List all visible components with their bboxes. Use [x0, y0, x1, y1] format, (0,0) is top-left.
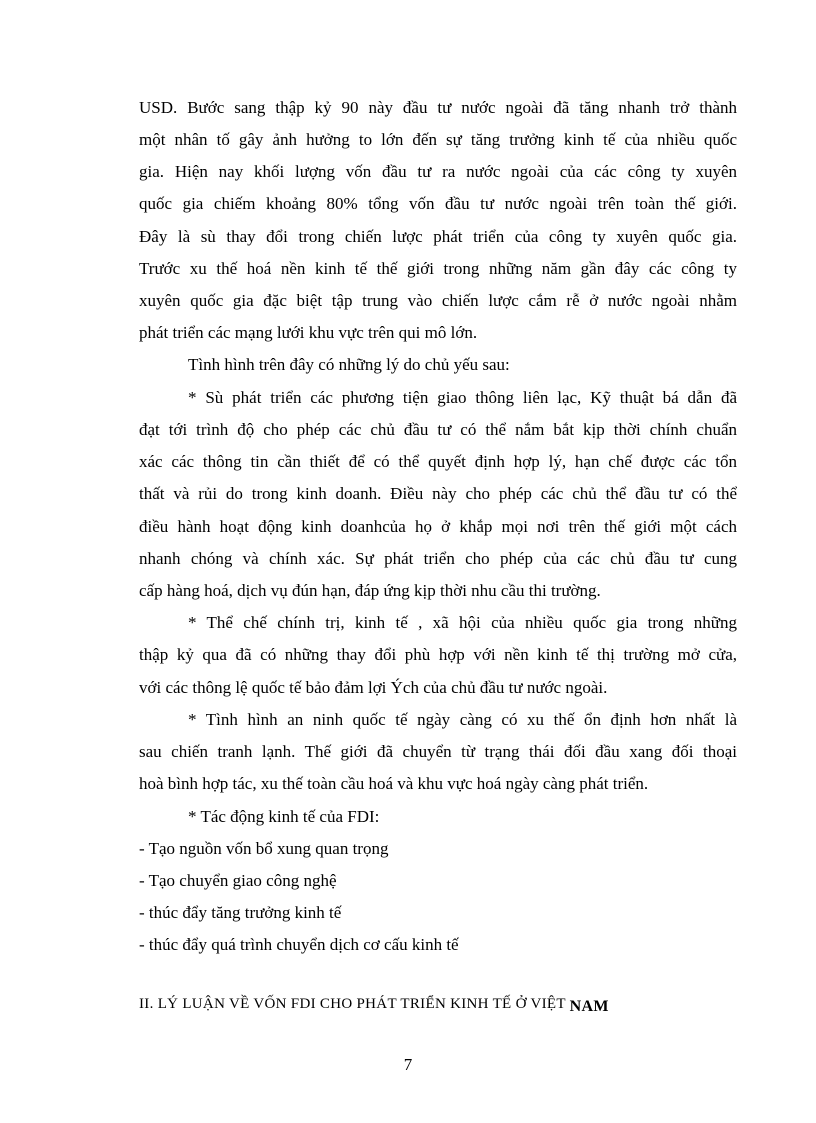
body-line-17: * Thể chế chính trị, kinh tế , xã hội của nhiều quốc gia trong những: [188, 613, 737, 632]
list-item-3: - thúc đẩy tăng trưởng kinh tế: [139, 903, 342, 922]
body-line-15: nhanh chóng và chính xác. Sự phát triển cho phép của các chủ đầu tư cung: [139, 549, 737, 568]
body-line-14: điều hành hoạt động kinh doanhcủa họ ở khắp mọi nơi trên thế giới một cách: [139, 517, 737, 536]
list-item-4: - thúc đẩy quá trình chuyển dịch cơ cấu kinh tế: [139, 935, 459, 954]
body-line-3: gia. Hiện nay khối lượng vốn đầu tư ra nước ngoài của các công ty xuyên: [139, 162, 737, 181]
body-line-1: USD. Bước sang thập kỷ 90 này đầu tư nước ngoài đã tăng nhanh trở thành: [139, 98, 737, 117]
body-line-2: một nhân tố gây ảnh hưởng to lớn đến sự tăng trưởng kinh tế của nhiều quốc: [139, 130, 737, 149]
body-line-22: hoà bình hợp tác, xu thế toàn cầu hoá và khu vực hoá ngày càng phát triển.: [139, 774, 649, 793]
body-line-8: phát triển các mạng lưới khu vực trên qui mô lớn.: [139, 323, 478, 342]
section-heading-tail: NAM: [569, 998, 609, 1015]
body-line-23: * Tác động kinh tế của FDI:: [188, 807, 380, 826]
body-line-10: * Sù phát triển các phương tiện giao thông liên lạc, Kỹ thuật bá dẫn đã: [188, 388, 737, 407]
body-line-4: quốc gia chiếm khoảng 80% tổng vốn đầu tư nước ngoài trên toàn thế giới.: [139, 194, 737, 213]
body-line-12: xác các thông tin cần thiết để có thể quyết định hợp lý, hạn chế được các tổn: [139, 452, 737, 471]
body-line-9: Tình hình trên đây có những lý do chủ yếu sau:: [188, 355, 510, 374]
body-line-21: sau chiến tranh lạnh. Thế giới đã chuyển từ trạng thái đối đầu xang đối thoại: [139, 742, 737, 761]
page-number: 7: [403, 1055, 413, 1074]
body-line-7: xuyên quốc gia đặc biệt tập trung vào chiến lược cắm rễ ở nước ngoài nhằm: [139, 291, 737, 310]
section-heading-text: II. LÝ LUẬN VỀ VỐN FDI CHO PHÁT TRIỂN KINH TẾ Ở VIỆT: [139, 996, 566, 1012]
body-line-13: thất và rủi do trong kinh doanh. Điều này cho phép các chủ thể đầu tư có thể: [139, 484, 737, 503]
body-line-18: thập kỷ qua đã có những thay đổi phù hợp với nền kinh tế thị trường mở cửa,: [139, 645, 737, 664]
body-line-11: đạt tới trình độ cho phép các chủ đầu tư có thể nắm bắt kịp thời chính chuẩn: [139, 420, 737, 439]
body-line-16: cấp hàng hoá, dịch vụ đún hạn, đáp ứng kịp thời nhu cầu thi trường.: [139, 581, 601, 600]
list-item-1: - Tạo nguồn vốn bổ xung quan trọng: [139, 839, 389, 858]
body-line-20: * Tình hình an ninh quốc tế ngày càng có xu thế ổn định hơn nhất là: [188, 710, 737, 729]
body-line-6: Trước xu thế hoá nền kinh tế thế giới trong những năm gần đây các công ty: [139, 259, 737, 278]
body-line-5: Đây là sù thay đổi trong chiến lược phát triển của công ty xuyên quốc gia.: [139, 227, 737, 246]
body-line-19: với các thông lệ quốc tế bảo đảm lợi Ých của chủ đầu tư nước ngoài.: [139, 678, 608, 697]
section-heading: [139, 993, 609, 1015]
list-item-2: - Tạo chuyển giao công nghệ: [139, 871, 337, 890]
